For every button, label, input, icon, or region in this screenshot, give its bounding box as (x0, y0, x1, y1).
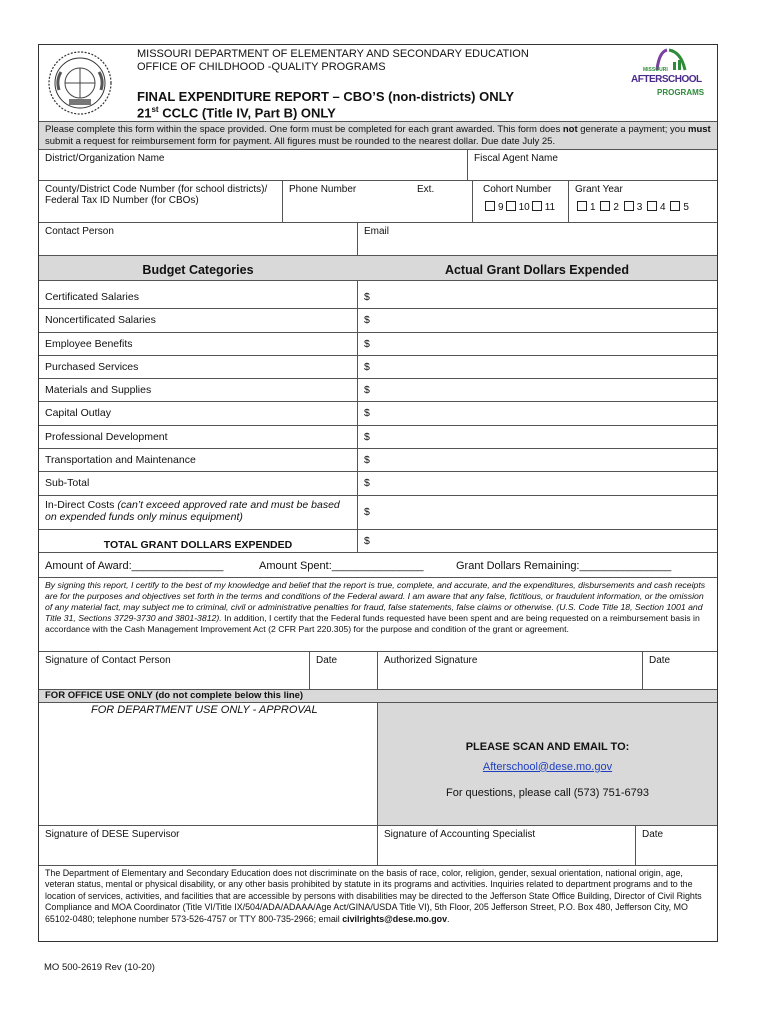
budget-currency: $ (364, 291, 370, 303)
scan-email-heading: PLEASE SCAN AND EMAIL TO: (465, 740, 630, 753)
instructions-not: not (562, 124, 578, 135)
contact-row (39, 223, 717, 256)
total-text: TOTAL GRANT DOLLARS EXPENDED (103, 538, 293, 551)
grant-year-4-label: 4 (660, 202, 666, 213)
notice-text: The Department of Elementary and Secondary Education does not discriminate on the basis of race, color, religion, gender, sexual orientation, national origin, age, veteran status, mental or physical disability, or any other basis prohibited by statute in its programs and activities. Inquiries related to department programs and to the location of services, activities, and facilities that are accessible by persons with disabilities may be directed to the Jefferson State Office Building, Director of Civil Rights Compliance and MOA Coordinator (Title VI/Title IX/504/ADA/ADAAA/Age Act/GINA/USDA Title VI), 5th Floor, 205 Jefferson Street, P.O. Box 480, Jefferson City, MO 65102-0480; telephone number 573-526-4757 or TTY 800-735-2966; email (45, 867, 702, 925)
civil-rights-email: civilrights@dese.mo.gov (342, 914, 448, 925)
actual-dollars-title: Actual Grant Dollars Expended (444, 263, 630, 277)
instructions-text-2: generate a payment; you (577, 124, 689, 135)
phone-label: Phone Number (289, 184, 357, 195)
certification (39, 578, 717, 652)
approval-area[interactable] (39, 703, 377, 825)
budget-row (39, 379, 717, 402)
budget-row (39, 426, 717, 449)
cohort-11-label: 11 (544, 202, 556, 213)
budget-currency: $ (364, 407, 370, 420)
office-date-field[interactable] (635, 826, 717, 865)
cohort-9-label: 9 (498, 202, 504, 213)
office-date-label: Date (642, 828, 664, 840)
county-code-label: County/District Code Number (for school districts)/ Federal Tax ID Number (for CBOs) (45, 184, 268, 206)
scan-email-area (377, 703, 717, 825)
logo-missouri-text: MISSOURI (643, 67, 668, 73)
grant-year-1-checkbox[interactable] (577, 201, 587, 211)
cohort-options (483, 201, 562, 213)
county-code-field[interactable] (39, 181, 282, 222)
authorized-signature-field[interactable] (377, 652, 642, 689)
authorized-signature-label: Authorized Signature (384, 654, 478, 666)
grant-year-5-label: 5 (683, 202, 689, 213)
form-title: FINAL EXPENDITURE REPORT – CBO’S (non-districts) ONLY (137, 89, 515, 104)
cohort-9-checkbox[interactable] (485, 201, 495, 211)
cohort-11-checkbox[interactable] (532, 201, 542, 211)
agency-line2: OFFICE OF CHILDHOOD -QUALITY PROGRAMS (137, 61, 386, 73)
budget-currency: $ (364, 360, 370, 373)
subtitle-prefix: 21 (137, 105, 152, 121)
subtitle-rest: CCLC (Title IV, Part B) ONLY (158, 105, 336, 121)
budget-row (39, 356, 717, 379)
grant-dollars-remaining[interactable]: Grant Dollars Remaining:_______________ (456, 559, 672, 572)
expenditure-form (38, 44, 718, 942)
grant-year-1-label: 1 (590, 202, 596, 213)
grant-year-label: Grant Year (575, 184, 623, 195)
budget-currency: $ (364, 384, 370, 397)
logo-programs-text: PROGRAMS (657, 88, 705, 97)
indirect-costs-amount[interactable] (357, 496, 717, 529)
approval-label: FOR DEPARTMENT USE ONLY - APPROVAL (91, 703, 318, 716)
form-id: MO 500-2619 Rev (10-20) (44, 962, 155, 973)
grant-year-5-checkbox[interactable] (670, 201, 680, 211)
budget-amount-field[interactable] (357, 286, 717, 308)
office-use-header (39, 690, 717, 703)
subtitle-sup: st (151, 105, 159, 114)
instructions-text: Please complete this form within the space provided. One form must be completed for each grant awarded. This form does (45, 124, 563, 135)
ext-label: Ext. (417, 184, 435, 195)
district-org-field[interactable] (39, 150, 467, 180)
indirect-label: In-Direct Costs (45, 498, 115, 511)
budget-category-label: Materials and Supplies (45, 384, 152, 397)
afterschool-logo (629, 48, 705, 108)
budget-amount-field[interactable] (357, 472, 717, 494)
office-use-text: FOR OFFICE USE ONLY (do not complete below this line) (45, 689, 304, 701)
budget-currency: $ (364, 477, 370, 490)
amount-spent[interactable]: Amount Spent:_______________ (259, 559, 424, 572)
budget-row (39, 333, 717, 356)
dese-signature-row (39, 826, 717, 866)
indirect-costs-label (39, 496, 357, 529)
budget-amount-field[interactable] (357, 379, 717, 401)
amounts-row (39, 553, 717, 578)
budget-categories-title: Budget Categories (142, 263, 254, 277)
contact-date-label: Date (316, 654, 338, 666)
budget-amount-field[interactable] (357, 309, 717, 331)
phone-field[interactable] (282, 181, 472, 222)
instructions-must: must (688, 124, 711, 135)
budget-category-label: Employee Benefits (45, 337, 133, 350)
budget-category-label: Capital Outlay (45, 407, 111, 420)
district-row (39, 150, 717, 181)
budget-amount-field[interactable] (357, 356, 717, 378)
notice-end: . (447, 914, 450, 925)
email-label: Email (364, 226, 390, 237)
grant-year-3-label: 3 (636, 202, 643, 213)
grant-year-2-checkbox[interactable] (600, 201, 610, 211)
budget-category-label: Noncertificated Salaries (45, 314, 156, 327)
budget-categories-header (39, 256, 357, 280)
authorized-date-label: Date (649, 654, 671, 666)
contact-date-field[interactable] (309, 652, 377, 689)
budget-currency: $ (364, 454, 370, 467)
dese-supervisor-label: Signature of DESE Supervisor (45, 828, 180, 840)
form-subtitle (137, 105, 336, 120)
certification-plain: In addition, I certify that the Federal funds requested have been spent and are being requested on a reimbursement basis in accordance with the Cash Management Improvement Act (2 CFR Part 220.305) for the purpose and condition of the grant or agreement. (45, 613, 700, 635)
budget-amount-field[interactable] (357, 449, 717, 471)
cohort-10-checkbox[interactable] (506, 201, 516, 211)
email-field[interactable] (357, 223, 717, 255)
indirect-costs-row (39, 496, 717, 530)
budget-category-label: Sub-Total (45, 477, 90, 490)
form-header (39, 45, 717, 122)
grant-year-2-label: 2 (613, 202, 619, 213)
total-amount[interactable] (357, 530, 717, 552)
total-label (39, 530, 357, 552)
authorized-date-field[interactable] (642, 652, 717, 689)
indirect-note: (can’t exceed approved rate and must be based on expended funds only minus equipment) (45, 498, 340, 524)
questions-phone: For questions, please call (573) 751-6793 (445, 786, 649, 799)
grant-year-field (568, 181, 717, 222)
budget-category-label: Professional Development (45, 430, 168, 443)
total-row (39, 530, 717, 553)
district-org-label: District/Organization Name (45, 153, 165, 164)
actual-dollars-header (357, 256, 717, 280)
budget-rows (39, 286, 717, 496)
fiscal-agent-label: Fiscal Agent Name (474, 153, 558, 164)
grant-year-options (575, 201, 711, 213)
total-currency: $ (364, 534, 370, 547)
certification-italic: By signing this report, I certify to the best of my knowledge and belief that the report is true, complete, and accurate, and the expenditures, disbursements and cash receipts are for the purposes and objectives set forth in the terms and conditions of the Federal award. I am aware that any false, fictitious, or fraudulent information, or the omission of any material fact, may subject me to criminal, civil or administrative penalties for fraud, false statements, false claims or otherwise. (U.S. Code Title 18, Section 1001 and Title 31, Sections 3729-3730 and 3801-3812). (45, 579, 706, 624)
budget-row (39, 309, 717, 332)
fiscal-agent-field[interactable] (467, 150, 717, 180)
dese-supervisor-signature[interactable] (39, 826, 377, 865)
instructions-text-3: submit a request for reimbursement form for payment. All figures must be rounded to the nearest dollar. Due date July 25. (45, 135, 556, 147)
budget-currency: $ (364, 314, 370, 327)
missouri-seal-icon (47, 50, 113, 116)
agency-line1: MISSOURI DEPARTMENT OF ELEMENTARY AND SECONDARY EDUCATION (137, 48, 529, 60)
amount-of-award[interactable]: Amount of Award:_______________ (45, 559, 224, 572)
instructions (39, 122, 717, 150)
budget-category-label: Transportation and Maintenance (45, 454, 196, 467)
signature-row (39, 652, 717, 690)
accounting-signature[interactable] (377, 826, 635, 865)
budget-category-label: Certificated Salaries (45, 291, 139, 303)
county-row (39, 181, 717, 223)
afterschool-email-link[interactable]: Afterschool@dese.mo.gov (482, 760, 613, 773)
nondiscrimination-notice (39, 866, 717, 941)
budget-category-label: Purchased Services (45, 360, 139, 373)
budget-row (39, 286, 717, 309)
budget-amount-field[interactable] (357, 426, 717, 448)
grant-year-4-checkbox[interactable] (647, 201, 657, 211)
budget-amount-field[interactable] (357, 333, 717, 355)
budget-row (39, 449, 717, 472)
budget-header (39, 256, 717, 281)
budget-amount-field[interactable] (357, 402, 717, 424)
contact-person-label: Contact Person (45, 226, 114, 237)
cohort-field (472, 181, 568, 222)
accounting-specialist-label: Signature of Accounting Specialist (384, 828, 536, 840)
cohort-label: Cohort Number (483, 184, 552, 195)
logo-afterschool-text: AFTERSCHOOL (631, 74, 702, 85)
budget-currency: $ (364, 337, 370, 350)
cohort-10-label: 10 (518, 202, 530, 213)
budget-currency: $ (364, 430, 370, 443)
contact-signature-field[interactable] (39, 652, 309, 689)
contact-person-field[interactable] (39, 223, 357, 255)
budget-row (39, 472, 717, 495)
indirect-currency: $ (364, 505, 370, 518)
approval-row (39, 703, 717, 826)
contact-signature-label: Signature of Contact Person (45, 654, 171, 666)
budget-row (39, 402, 717, 425)
grant-year-3-checkbox[interactable] (624, 201, 634, 211)
